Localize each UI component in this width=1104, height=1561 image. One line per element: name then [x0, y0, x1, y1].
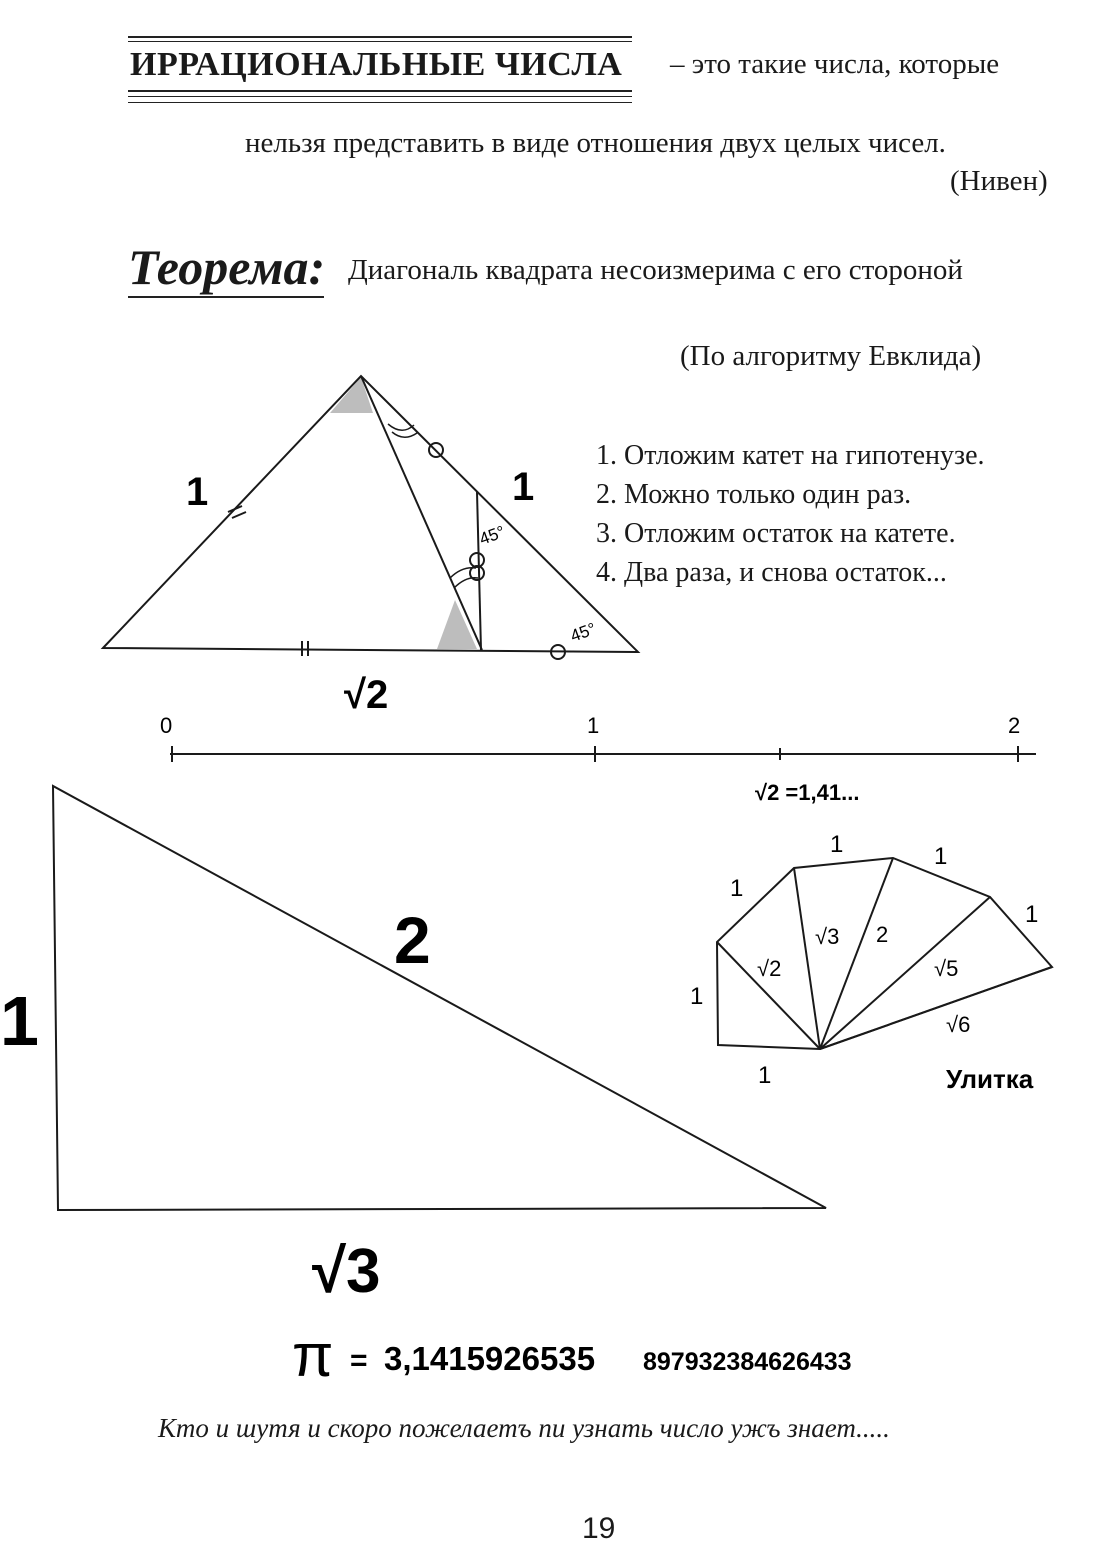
tick-left-1 [228, 506, 242, 512]
iso-angle-right-label: 45° [567, 619, 599, 646]
theorem-method: (По алгоритму Евклида) [680, 340, 982, 372]
big-leg-horizontal-label: √3 [312, 1237, 381, 1306]
spiral-root-sqrt6: √6 [946, 1012, 971, 1037]
spiral-figure [717, 858, 1052, 1049]
pi-symbol: π [292, 1322, 334, 1389]
number-line-sqrt2-label: √2 =1,41... [755, 780, 860, 805]
spiral-unit-left: 1 [690, 983, 704, 1010]
spiral-radius-2 [820, 858, 893, 1049]
page-number: 19 [582, 1512, 616, 1545]
isosceles-triangle-figure [103, 376, 638, 659]
number-line-label-1: 1 [587, 713, 600, 738]
iso-leg-right-label: 1 [512, 465, 535, 509]
number-line-label-0: 0 [160, 713, 173, 738]
tick-left-2 [232, 512, 246, 518]
theorem-label: Теорема: [128, 239, 326, 295]
spiral-root-sqrt2: √2 [757, 956, 782, 981]
perpendicular-line [477, 492, 481, 650]
heading-title: ИРРАЦИОНАЛЬНЫЕ ЧИСЛА [130, 46, 623, 83]
spiral-radius-sqrt3 [794, 868, 820, 1049]
definition-author: (Нивен) [950, 165, 1048, 197]
bisector-line [361, 376, 482, 650]
step-2: 2. Можно только один раз. [596, 479, 912, 510]
iso-hypotenuse-label: √2 [344, 673, 389, 717]
angle-arc-top [392, 432, 417, 437]
big-leg-vertical-label: 1 [0, 982, 39, 1060]
theorem-statement: Диагональ квадрата несоизмерима с его стороной [348, 254, 963, 286]
isosceles-triangle [103, 376, 638, 652]
spiral-outline [717, 858, 1052, 1049]
big-hypotenuse-label: 2 [394, 903, 431, 977]
pi-value-large: 3,1415926535 [384, 1340, 596, 1377]
right-triangle-1-2-sqrt3 [53, 786, 826, 1210]
iso-leg-left-label: 1 [186, 470, 209, 514]
pi-value-small: 897932384626433 [643, 1348, 852, 1376]
spiral-root-2: 2 [876, 922, 889, 947]
iso-angle-mid-label: 45° [476, 522, 508, 549]
definition-part1: – это такие числа, которые [670, 48, 1000, 80]
spiral-unit-top-right: 1 [934, 843, 948, 870]
number-line-label-2: 2 [1008, 713, 1021, 738]
spiral-unit-right: 1 [1025, 901, 1039, 928]
step-3: 3. Отложим остаток на катете. [596, 518, 956, 549]
spiral-root-sqrt5: √5 [934, 956, 959, 981]
step-1: 1. Отложим катет на гипотенузе. [596, 440, 985, 471]
step-4: 4. Два раза, и снова остаток... [596, 557, 947, 588]
spiral-unit-bottom: 1 [758, 1062, 772, 1089]
pi-mnemonic-quote: Кто и шутя и скоро пожелаетъ пи узнать число ужъ знает..... [158, 1413, 890, 1443]
spiral-title: Улитка [946, 1064, 1034, 1094]
definition-part2: нельзя представить в виде отношения двух целых чисел. [245, 127, 946, 159]
pi-equals: = [350, 1344, 368, 1377]
spiral-unit-upper-left: 1 [730, 875, 744, 902]
equal-mark-circle-2 [470, 553, 484, 567]
spiral-unit-top: 1 [830, 831, 844, 858]
spiral-root-sqrt3: √3 [815, 924, 840, 949]
number-line-figure [170, 746, 1036, 762]
